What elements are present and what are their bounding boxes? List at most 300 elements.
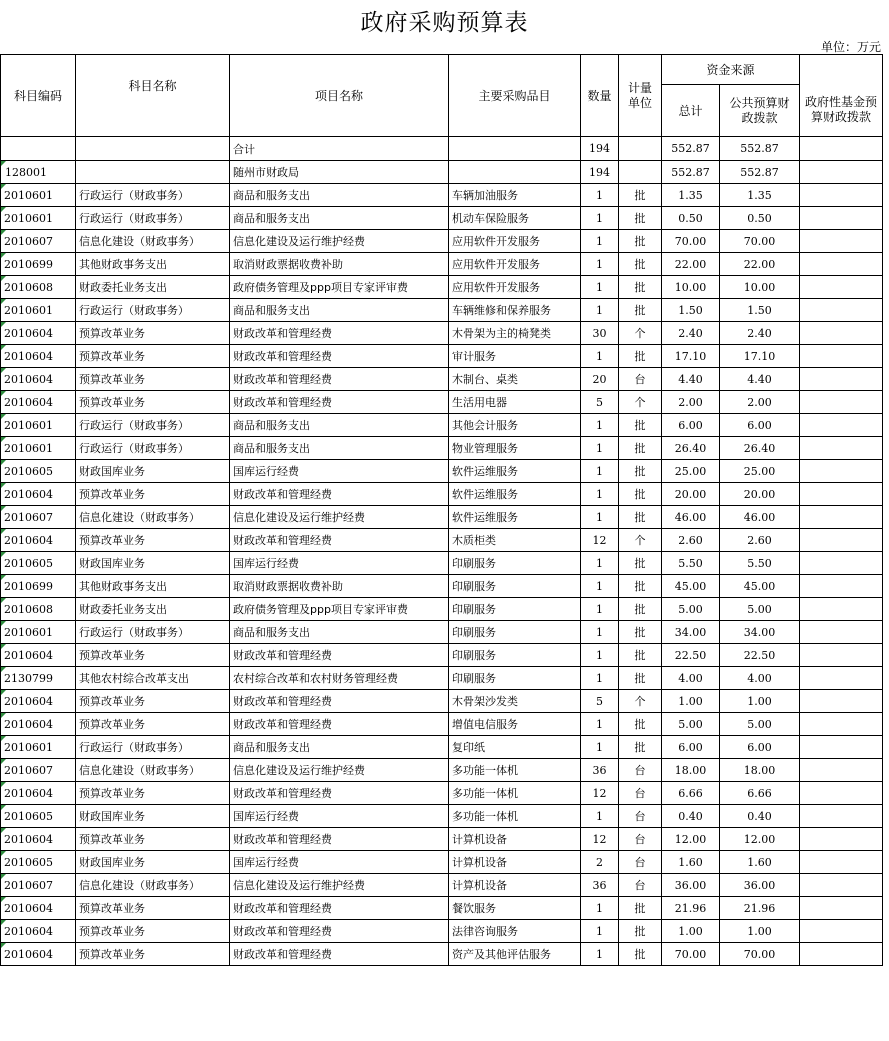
row-gov-fund	[800, 805, 883, 828]
row-unit: 批	[619, 644, 662, 667]
table-row	[1, 552, 883, 575]
row-qty: 2	[581, 851, 619, 874]
row-unit: 个	[619, 690, 662, 713]
table-row	[1, 621, 883, 644]
row-project: 商品和服务支出	[230, 621, 449, 644]
row-total: 1.50	[662, 299, 720, 322]
row-item: 计算机设备	[449, 851, 581, 874]
row-unit: 批	[619, 667, 662, 690]
dept-qty: 194	[581, 161, 619, 184]
row-gov-fund	[800, 230, 883, 253]
row-unit: 批	[619, 460, 662, 483]
row-public: 6.66	[720, 782, 800, 805]
row-code: 2010608	[1, 276, 76, 299]
row-qty: 20	[581, 368, 619, 391]
row-public: 70.00	[720, 230, 800, 253]
row-qty: 12	[581, 529, 619, 552]
table-row	[1, 851, 883, 874]
row-code: 2010604	[1, 828, 76, 851]
row-project: 财政改革和管理经费	[230, 368, 449, 391]
table-row	[1, 782, 883, 805]
row-item: 应用软件开发服务	[449, 253, 581, 276]
row-subject: 行政运行（财政事务）	[76, 736, 230, 759]
row-total: 22.50	[662, 644, 720, 667]
row-gov-fund	[800, 483, 883, 506]
row-public: 0.40	[720, 805, 800, 828]
row-public: 6.00	[720, 736, 800, 759]
row-qty: 30	[581, 322, 619, 345]
row-public: 22.00	[720, 253, 800, 276]
total-unit-cell	[619, 137, 662, 161]
row-code: 2010608	[1, 598, 76, 621]
table-row	[1, 598, 883, 621]
row-public: 18.00	[720, 759, 800, 782]
row-item: 应用软件开发服务	[449, 276, 581, 299]
table-row	[1, 276, 883, 299]
row-qty: 1	[581, 736, 619, 759]
row-total: 2.00	[662, 391, 720, 414]
total-code-cell	[1, 137, 76, 161]
table-row	[1, 667, 883, 690]
table-row	[1, 207, 883, 230]
table-row	[1, 736, 883, 759]
row-unit: 批	[619, 483, 662, 506]
row-subject: 财政国库业务	[76, 460, 230, 483]
table-row	[1, 368, 883, 391]
total-gov-fund-cell	[800, 137, 883, 161]
row-gov-fund	[800, 460, 883, 483]
row-gov-fund	[800, 506, 883, 529]
row-total: 21.96	[662, 897, 720, 920]
row-public: 5.00	[720, 598, 800, 621]
row-public: 1.35	[720, 184, 800, 207]
row-subject: 行政运行（财政事务）	[76, 299, 230, 322]
table-row	[1, 391, 883, 414]
row-code: 2010604	[1, 782, 76, 805]
row-subject: 行政运行（财政事务）	[76, 184, 230, 207]
row-qty: 1	[581, 483, 619, 506]
row-code: 2010604	[1, 345, 76, 368]
row-gov-fund	[800, 414, 883, 437]
row-total: 26.40	[662, 437, 720, 460]
row-public: 4.00	[720, 667, 800, 690]
row-unit: 台	[619, 851, 662, 874]
row-total: 4.00	[662, 667, 720, 690]
row-item: 增值电信服务	[449, 713, 581, 736]
row-project: 财政改革和管理经费	[230, 782, 449, 805]
row-subject: 财政委托业务支出	[76, 598, 230, 621]
row-item: 印刷服务	[449, 575, 581, 598]
row-subject: 其他农村综合改革支出	[76, 667, 230, 690]
row-unit: 批	[619, 920, 662, 943]
row-unit: 批	[619, 253, 662, 276]
row-item: 软件运维服务	[449, 460, 581, 483]
row-gov-fund	[800, 575, 883, 598]
row-gov-fund	[800, 851, 883, 874]
row-unit: 批	[619, 713, 662, 736]
row-item: 印刷服务	[449, 552, 581, 575]
row-public: 2.40	[720, 322, 800, 345]
unit-label: 单位：万元	[820, 40, 881, 54]
row-gov-fund	[800, 552, 883, 575]
row-project: 财政改革和管理经费	[230, 828, 449, 851]
row-qty: 5	[581, 391, 619, 414]
row-project: 国库运行经费	[230, 460, 449, 483]
row-public: 2.00	[720, 391, 800, 414]
row-item: 车辆加油服务	[449, 184, 581, 207]
row-item: 软件运维服务	[449, 506, 581, 529]
row-code: 2010601	[1, 437, 76, 460]
row-project: 商品和服务支出	[230, 184, 449, 207]
table-row	[1, 184, 883, 207]
row-unit: 批	[619, 230, 662, 253]
header-funding: 资金来源	[662, 55, 800, 85]
row-gov-fund	[800, 782, 883, 805]
row-unit: 批	[619, 345, 662, 368]
row-subject: 预算改革业务	[76, 897, 230, 920]
row-public: 0.50	[720, 207, 800, 230]
row-code: 2010601	[1, 414, 76, 437]
row-unit: 批	[619, 552, 662, 575]
table-row	[1, 253, 883, 276]
row-project: 财政改革和管理经费	[230, 690, 449, 713]
row-total: 12.00	[662, 828, 720, 851]
row-item: 生活用电器	[449, 391, 581, 414]
row-public: 25.00	[720, 460, 800, 483]
row-total: 36.00	[662, 874, 720, 897]
row-code: 2010604	[1, 644, 76, 667]
table-row	[1, 897, 883, 920]
row-gov-fund	[800, 667, 883, 690]
row-project: 财政改革和管理经费	[230, 529, 449, 552]
row-project: 财政改革和管理经费	[230, 322, 449, 345]
dept-item-cell	[449, 161, 581, 184]
row-subject: 预算改革业务	[76, 828, 230, 851]
row-qty: 1	[581, 667, 619, 690]
header-qty: 数量	[581, 55, 619, 137]
row-project: 信息化建设及运行维护经费	[230, 230, 449, 253]
header-gov-fund: 政府性基金预算财政拨款	[800, 85, 883, 137]
row-project: 财政改革和管理经费	[230, 943, 449, 966]
row-unit: 批	[619, 437, 662, 460]
row-qty: 1	[581, 713, 619, 736]
row-project: 商品和服务支出	[230, 414, 449, 437]
row-item: 印刷服务	[449, 644, 581, 667]
row-qty: 36	[581, 874, 619, 897]
row-total: 18.00	[662, 759, 720, 782]
row-gov-fund	[800, 943, 883, 966]
row-unit: 台	[619, 782, 662, 805]
row-project: 信息化建设及运行维护经费	[230, 506, 449, 529]
table-row	[1, 805, 883, 828]
row-unit: 批	[619, 897, 662, 920]
header-code: 科目编码	[1, 55, 76, 137]
row-unit: 个	[619, 529, 662, 552]
row-item: 物业管理服务	[449, 437, 581, 460]
row-code: 2130799	[1, 667, 76, 690]
total-qty: 194	[581, 137, 619, 161]
row-project: 财政改革和管理经费	[230, 483, 449, 506]
table-row	[1, 713, 883, 736]
row-code: 2010601	[1, 736, 76, 759]
row-subject: 信息化建设（财政事务）	[76, 759, 230, 782]
row-unit: 台	[619, 759, 662, 782]
row-public: 1.60	[720, 851, 800, 874]
row-public: 34.00	[720, 621, 800, 644]
dept-row	[1, 161, 883, 184]
row-code: 2010607	[1, 874, 76, 897]
row-qty: 1	[581, 184, 619, 207]
table-row	[1, 299, 883, 322]
row-total: 1.35	[662, 184, 720, 207]
row-item: 法律咨询服务	[449, 920, 581, 943]
row-subject: 其他财政事务支出	[76, 253, 230, 276]
row-code: 2010604	[1, 920, 76, 943]
table-row	[1, 460, 883, 483]
table-row	[1, 874, 883, 897]
row-total: 45.00	[662, 575, 720, 598]
row-total: 0.50	[662, 207, 720, 230]
row-unit: 批	[619, 184, 662, 207]
row-subject: 财政委托业务支出	[76, 276, 230, 299]
row-code: 2010607	[1, 506, 76, 529]
row-unit: 批	[619, 736, 662, 759]
row-public: 20.00	[720, 483, 800, 506]
total-total: 552.87	[662, 137, 720, 161]
row-gov-fund	[800, 253, 883, 276]
row-unit: 台	[619, 805, 662, 828]
dept-code: 128001	[1, 161, 76, 184]
row-public: 21.96	[720, 897, 800, 920]
row-total: 5.00	[662, 713, 720, 736]
row-gov-fund	[800, 529, 883, 552]
row-project: 农村综合改革和农村财务管理经费	[230, 667, 449, 690]
row-code: 2010605	[1, 460, 76, 483]
row-qty: 1	[581, 805, 619, 828]
row-project: 商品和服务支出	[230, 736, 449, 759]
row-public: 10.00	[720, 276, 800, 299]
row-subject: 预算改革业务	[76, 713, 230, 736]
row-item: 印刷服务	[449, 667, 581, 690]
header-total: 总计	[662, 85, 720, 137]
row-project: 政府债务管理及ppp项目专家评审费	[230, 276, 449, 299]
row-code: 2010604	[1, 391, 76, 414]
row-public: 22.50	[720, 644, 800, 667]
row-total: 6.00	[662, 414, 720, 437]
row-code: 2010601	[1, 621, 76, 644]
row-item: 复印纸	[449, 736, 581, 759]
row-public: 12.00	[720, 828, 800, 851]
row-code: 2010699	[1, 253, 76, 276]
row-project: 国库运行经费	[230, 851, 449, 874]
row-gov-fund	[800, 920, 883, 943]
row-item: 木骨架为主的椅凳类	[449, 322, 581, 345]
row-gov-fund	[800, 828, 883, 851]
total-row	[1, 137, 883, 161]
table-row	[1, 506, 883, 529]
table-row	[1, 414, 883, 437]
row-subject: 行政运行（财政事务）	[76, 207, 230, 230]
row-project: 财政改革和管理经费	[230, 644, 449, 667]
row-public: 17.10	[720, 345, 800, 368]
row-project: 商品和服务支出	[230, 299, 449, 322]
row-item: 审计服务	[449, 345, 581, 368]
row-code: 2010604	[1, 529, 76, 552]
row-project: 商品和服务支出	[230, 437, 449, 460]
dept-total: 552.87	[662, 161, 720, 184]
dept-subject-cell	[76, 161, 230, 184]
row-qty: 1	[581, 598, 619, 621]
row-gov-fund	[800, 897, 883, 920]
row-gov-fund	[800, 759, 883, 782]
row-code: 2010604	[1, 713, 76, 736]
row-total: 70.00	[662, 943, 720, 966]
row-unit: 批	[619, 943, 662, 966]
row-code: 2010699	[1, 575, 76, 598]
table-row	[1, 759, 883, 782]
row-project: 财政改革和管理经费	[230, 920, 449, 943]
header-funding-blank	[800, 55, 883, 85]
row-total: 25.00	[662, 460, 720, 483]
row-unit: 个	[619, 391, 662, 414]
row-public: 1.00	[720, 690, 800, 713]
row-gov-fund	[800, 299, 883, 322]
row-item: 木制台、桌类	[449, 368, 581, 391]
row-total: 17.10	[662, 345, 720, 368]
row-project: 政府债务管理及ppp项目专家评审费	[230, 598, 449, 621]
row-subject: 财政国库业务	[76, 805, 230, 828]
row-unit: 台	[619, 874, 662, 897]
table-row	[1, 575, 883, 598]
row-subject: 信息化建设（财政事务）	[76, 230, 230, 253]
row-qty: 1	[581, 621, 619, 644]
row-item: 软件运维服务	[449, 483, 581, 506]
row-total: 1.60	[662, 851, 720, 874]
row-public: 45.00	[720, 575, 800, 598]
row-total: 1.00	[662, 690, 720, 713]
row-subject: 财政国库业务	[76, 552, 230, 575]
row-gov-fund	[800, 368, 883, 391]
row-qty: 1	[581, 299, 619, 322]
table-row	[1, 483, 883, 506]
row-unit: 批	[619, 621, 662, 644]
row-project: 取消财政票据收费补助	[230, 575, 449, 598]
row-subject: 预算改革业务	[76, 782, 230, 805]
row-subject: 预算改革业务	[76, 920, 230, 943]
row-public: 26.40	[720, 437, 800, 460]
row-unit: 个	[619, 322, 662, 345]
table-row	[1, 644, 883, 667]
row-project: 商品和服务支出	[230, 207, 449, 230]
row-subject: 预算改革业务	[76, 368, 230, 391]
row-public: 5.50	[720, 552, 800, 575]
table-row	[1, 943, 883, 966]
row-unit: 台	[619, 828, 662, 851]
row-subject: 信息化建设（财政事务）	[76, 874, 230, 897]
row-qty: 1	[581, 920, 619, 943]
row-qty: 1	[581, 897, 619, 920]
row-total: 0.40	[662, 805, 720, 828]
total-public: 552.87	[720, 137, 800, 161]
row-gov-fund	[800, 644, 883, 667]
row-code: 2010601	[1, 299, 76, 322]
row-subject: 预算改革业务	[76, 345, 230, 368]
row-qty: 1	[581, 506, 619, 529]
row-total: 46.00	[662, 506, 720, 529]
row-code: 2010604	[1, 322, 76, 345]
row-item: 计算机设备	[449, 828, 581, 851]
row-total: 1.00	[662, 920, 720, 943]
row-subject: 预算改革业务	[76, 529, 230, 552]
row-item: 多功能一体机	[449, 782, 581, 805]
row-gov-fund	[800, 713, 883, 736]
row-item: 计算机设备	[449, 874, 581, 897]
budget-table	[0, 54, 883, 966]
row-public: 1.00	[720, 920, 800, 943]
row-qty: 1	[581, 943, 619, 966]
row-project: 财政改革和管理经费	[230, 713, 449, 736]
row-item: 多功能一体机	[449, 805, 581, 828]
row-total: 70.00	[662, 230, 720, 253]
row-qty: 1	[581, 460, 619, 483]
row-code: 2010605	[1, 851, 76, 874]
row-qty: 1	[581, 644, 619, 667]
row-code: 2010604	[1, 943, 76, 966]
row-qty: 1	[581, 414, 619, 437]
row-item: 餐饮服务	[449, 897, 581, 920]
dept-unit-cell	[619, 161, 662, 184]
row-project: 国库运行经费	[230, 552, 449, 575]
header-project: 项目名称	[230, 55, 449, 137]
row-gov-fund	[800, 736, 883, 759]
total-subject-cell	[76, 137, 230, 161]
page-title: 政府采购预算表	[360, 10, 529, 36]
row-gov-fund	[800, 207, 883, 230]
row-subject: 行政运行（财政事务）	[76, 414, 230, 437]
row-subject: 行政运行（财政事务）	[76, 621, 230, 644]
row-public: 4.40	[720, 368, 800, 391]
row-total: 6.00	[662, 736, 720, 759]
table-row	[1, 529, 883, 552]
row-total: 5.00	[662, 598, 720, 621]
row-total: 20.00	[662, 483, 720, 506]
header-item: 主要采购品目	[449, 55, 581, 137]
dept-public: 552.87	[720, 161, 800, 184]
row-gov-fund	[800, 621, 883, 644]
row-subject: 预算改革业务	[76, 943, 230, 966]
row-gov-fund	[800, 437, 883, 460]
row-gov-fund	[800, 690, 883, 713]
table-row	[1, 690, 883, 713]
row-total: 5.50	[662, 552, 720, 575]
row-qty: 12	[581, 828, 619, 851]
row-code: 2010604	[1, 368, 76, 391]
row-total: 6.66	[662, 782, 720, 805]
row-subject: 预算改革业务	[76, 644, 230, 667]
table-row	[1, 230, 883, 253]
row-gov-fund	[800, 322, 883, 345]
row-item: 应用软件开发服务	[449, 230, 581, 253]
row-subject: 预算改革业务	[76, 483, 230, 506]
row-qty: 1	[581, 437, 619, 460]
row-project: 信息化建设及运行维护经费	[230, 759, 449, 782]
row-qty: 1	[581, 230, 619, 253]
row-unit: 批	[619, 598, 662, 621]
row-total: 34.00	[662, 621, 720, 644]
row-code: 2010604	[1, 483, 76, 506]
row-qty: 1	[581, 276, 619, 299]
row-item: 木质柜类	[449, 529, 581, 552]
